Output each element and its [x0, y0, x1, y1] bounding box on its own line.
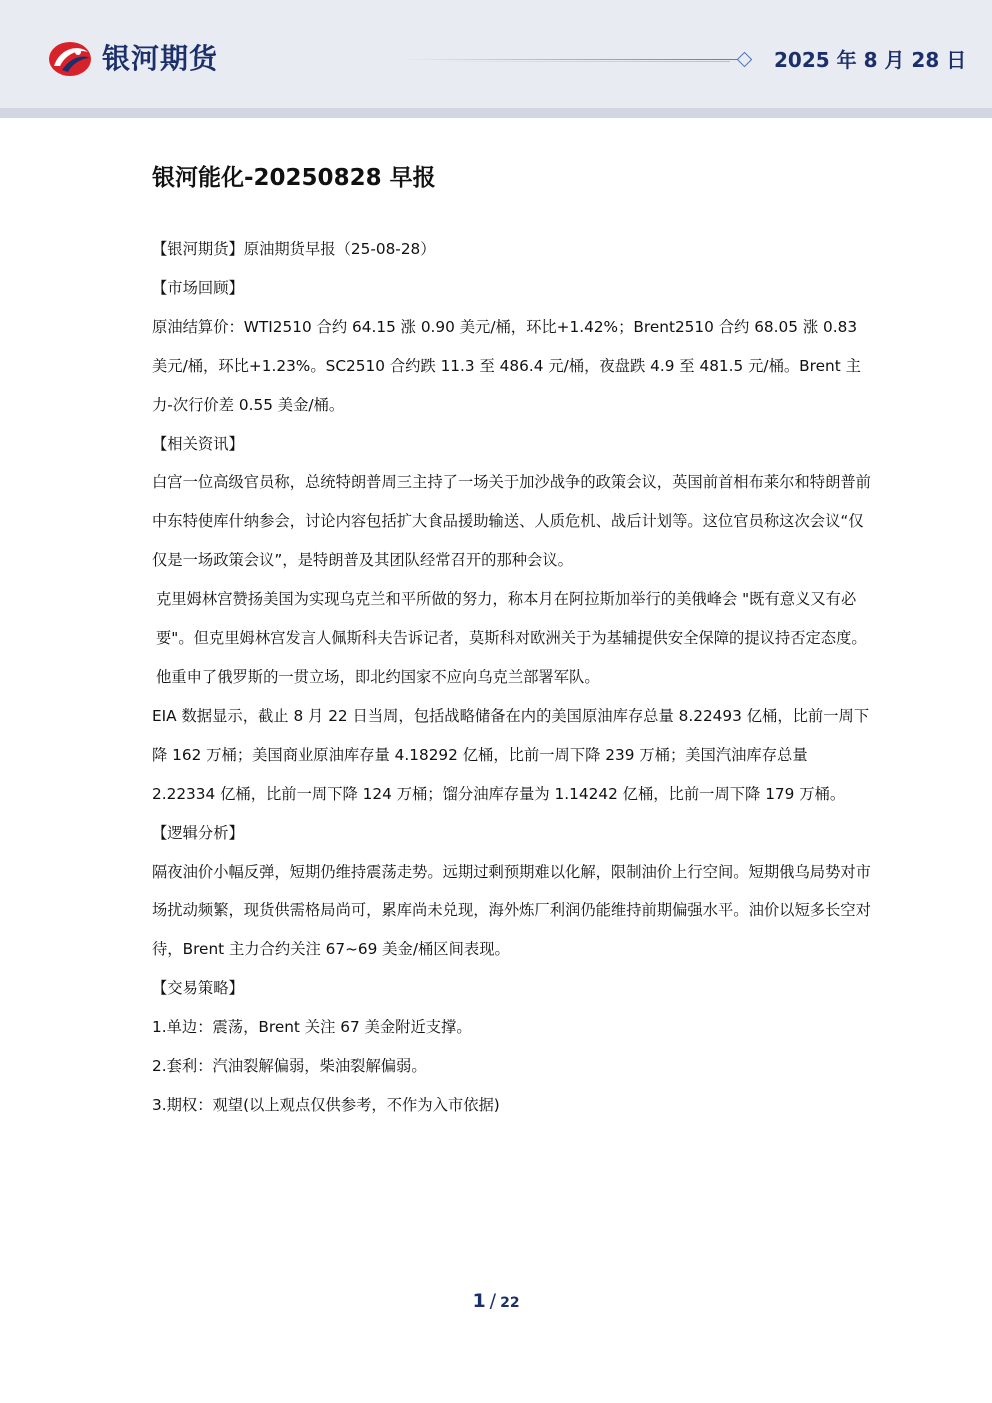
section-heading-market-review: 【市场回顾】	[152, 278, 244, 297]
section-heading-logic-analysis: 【逻辑分析】	[152, 823, 244, 842]
page-separator: /	[489, 1290, 497, 1312]
header-decor-line	[400, 59, 738, 60]
paragraph-white-house: 白宫一位高级官员称，总统特朗普周三主持了一场关于加沙战争的政策会议，英国前首相布莱尔和特朗普前中东特使库什纳参会，讨论内容包括扩大食品援助输送、人质危机、战后计划等。这位官员称这次会议“仅仅是一场政策会议”，是特朗普及其团队经常召开的那种会议。	[152, 473, 871, 570]
report-date: 2025 年 8 月 28 日	[774, 48, 967, 72]
section-heading-trading-strategy: 【交易策略】	[152, 979, 244, 998]
strategy-item-single: 1.单边：震荡，Brent 关注 67 美金附近支撑。	[152, 1018, 472, 1037]
brand-name: 银河期货	[102, 42, 219, 75]
section-heading-related-news: 【相关资讯】	[152, 434, 244, 453]
page-number	[0, 1286, 992, 1318]
page-total: 22	[500, 1295, 520, 1311]
galaxy-futures-logo-icon	[48, 40, 92, 78]
paragraph-settlement-prices: 原油结算价：WTI2510 合约 64.15 涨 0.90 美元/桶，环比+1.42%；Brent2510 合约 68.05 涨 0.83 美元/桶，环比+1.23%。SC2510 合约跌 11.3 至 486.4 元/桶，夜盘跌 4.9 至 481.5 元/桶。Brent 主力-次行价差 0.55 美金/桶。	[152, 317, 861, 414]
header-rule	[0, 108, 992, 118]
document-title: 银河能化-20250828 早报	[152, 165, 436, 191]
strategy-item-options: 3.期权：观望(以上观点仅供参考，不作为入市依据)	[152, 1095, 500, 1114]
paragraph-analysis: 隔夜油价小幅反弹，短期仍维持震荡走势。远期过剩预期难以化解，限制油价上行空间。短期俄乌局势对市场扰动频繁，现货供需格局尚可，累库尚未兑现，海外炼厂利润仍能维持前期偏强水平。油价以短多长空对待，Brent 主力合约关注 67~69 美金/桶区间表现。	[152, 862, 871, 959]
paragraph-eia-data: EIA 数据显示，截止 8 月 22 日当周，包括战略储备在内的美国原油库存总量 8.22493 亿桶，比前一周下降 162 万桶；美国商业原油库存量 4.18292 亿桶，比前一周下降 239 万桶；美国汽油库存总量 2.22334 亿桶，比前一周下降 124 万桶；馏分油库存量为 1.14242 亿桶，比前一周下降 179 万桶。	[152, 706, 870, 803]
document-body	[152, 230, 872, 1125]
page-current: 1	[472, 1290, 486, 1312]
paragraph-kremlin: 克里姆林宫赞扬美国为实现乌克兰和平所做的努力，称本月在阿拉斯加举行的美俄峰会 "既有意义又有必要"。但克里姆林宫发言人佩斯科夫告诉记者，莫斯科对欧洲关于为基辅提供安全保障的提议持否定态度。他重申了俄罗斯的一贯立场，即北约国家不应向乌克兰部署军队。	[156, 590, 867, 686]
report-heading: 【银河期货】原油期货早报（25-08-28）	[152, 240, 436, 258]
strategy-item-arbitrage: 2.套利：汽油裂解偏弱，柴油裂解偏弱。	[152, 1057, 427, 1076]
header-decor-line-faint	[430, 61, 730, 62]
